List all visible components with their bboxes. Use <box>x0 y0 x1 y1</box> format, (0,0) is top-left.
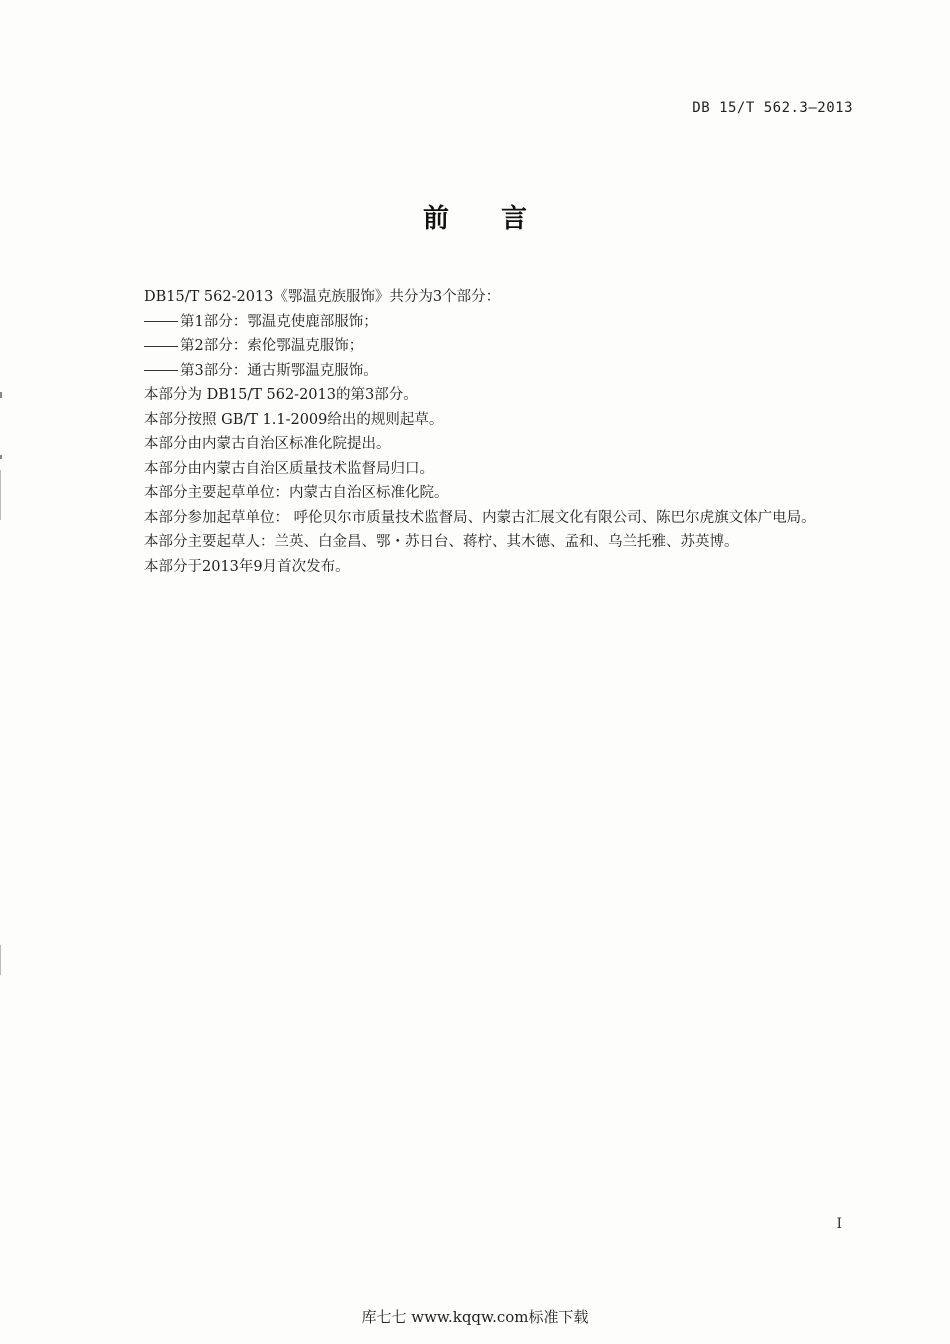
list-item-part-1 <box>108 310 858 335</box>
page-number: I <box>836 1216 842 1232</box>
list-item-part-3 <box>108 359 858 384</box>
paragraph-intro: DB15/T 562-2013《鄂温克族服饰》共分为3个部分： <box>144 289 501 305</box>
em-dash <box>144 321 178 322</box>
paragraph-main-drafting-unit: 本部分主要起草单位：内蒙古自治区标准化院。 <box>144 485 449 501</box>
scan-artifact <box>0 470 1 520</box>
paragraph-drafting-rules: 本部分按照 GB/T 1.1-2009给出的规则起草。 <box>144 411 444 428</box>
scan-artifact <box>0 392 2 398</box>
list-item-text: 第2部分：索伦鄂温克服饰； <box>180 338 364 354</box>
document-code: DB 15/T 562.3—2013 <box>692 100 853 116</box>
foreword-body <box>108 285 858 579</box>
list-item-text: 第3部分：通古斯鄂温克服饰。 <box>180 362 378 379</box>
paragraph-release: 本部分于2013年9月首次发布。 <box>144 558 350 575</box>
em-dash <box>144 370 178 371</box>
paragraph-drafters: 本部分主要起草人：兰英、白金昌、鄂・苏日台、蒋柠、其木德、孟和、乌兰托雅、苏英博。 <box>144 534 739 550</box>
list-item-part-2 <box>108 334 858 359</box>
footer-watermark: 库七七 www.kqqw.com标准下载 <box>361 1308 589 1326</box>
paragraph-proposer: 本部分由内蒙古自治区标准化院提出。 <box>144 436 391 452</box>
scan-artifact <box>0 945 1 975</box>
paragraph-administrator: 本部分由内蒙古自治区质量技术监督局归口。 <box>144 460 434 477</box>
list-item-text: 第1部分：鄂温克使鹿部服饰； <box>180 313 378 330</box>
scan-artifact <box>0 455 2 459</box>
em-dash <box>144 346 178 347</box>
paragraph-part-statement: 本部分为 DB15/T 562-2013的第3部分。 <box>144 387 418 403</box>
page-title: 前言 <box>422 204 579 234</box>
paragraph-participating-units: 本部分参加起草单位： 呼伦贝尔市质量技术监督局、内蒙古汇展文化有限公司、陈巴尔虎旗文体广电局。 <box>144 509 816 526</box>
